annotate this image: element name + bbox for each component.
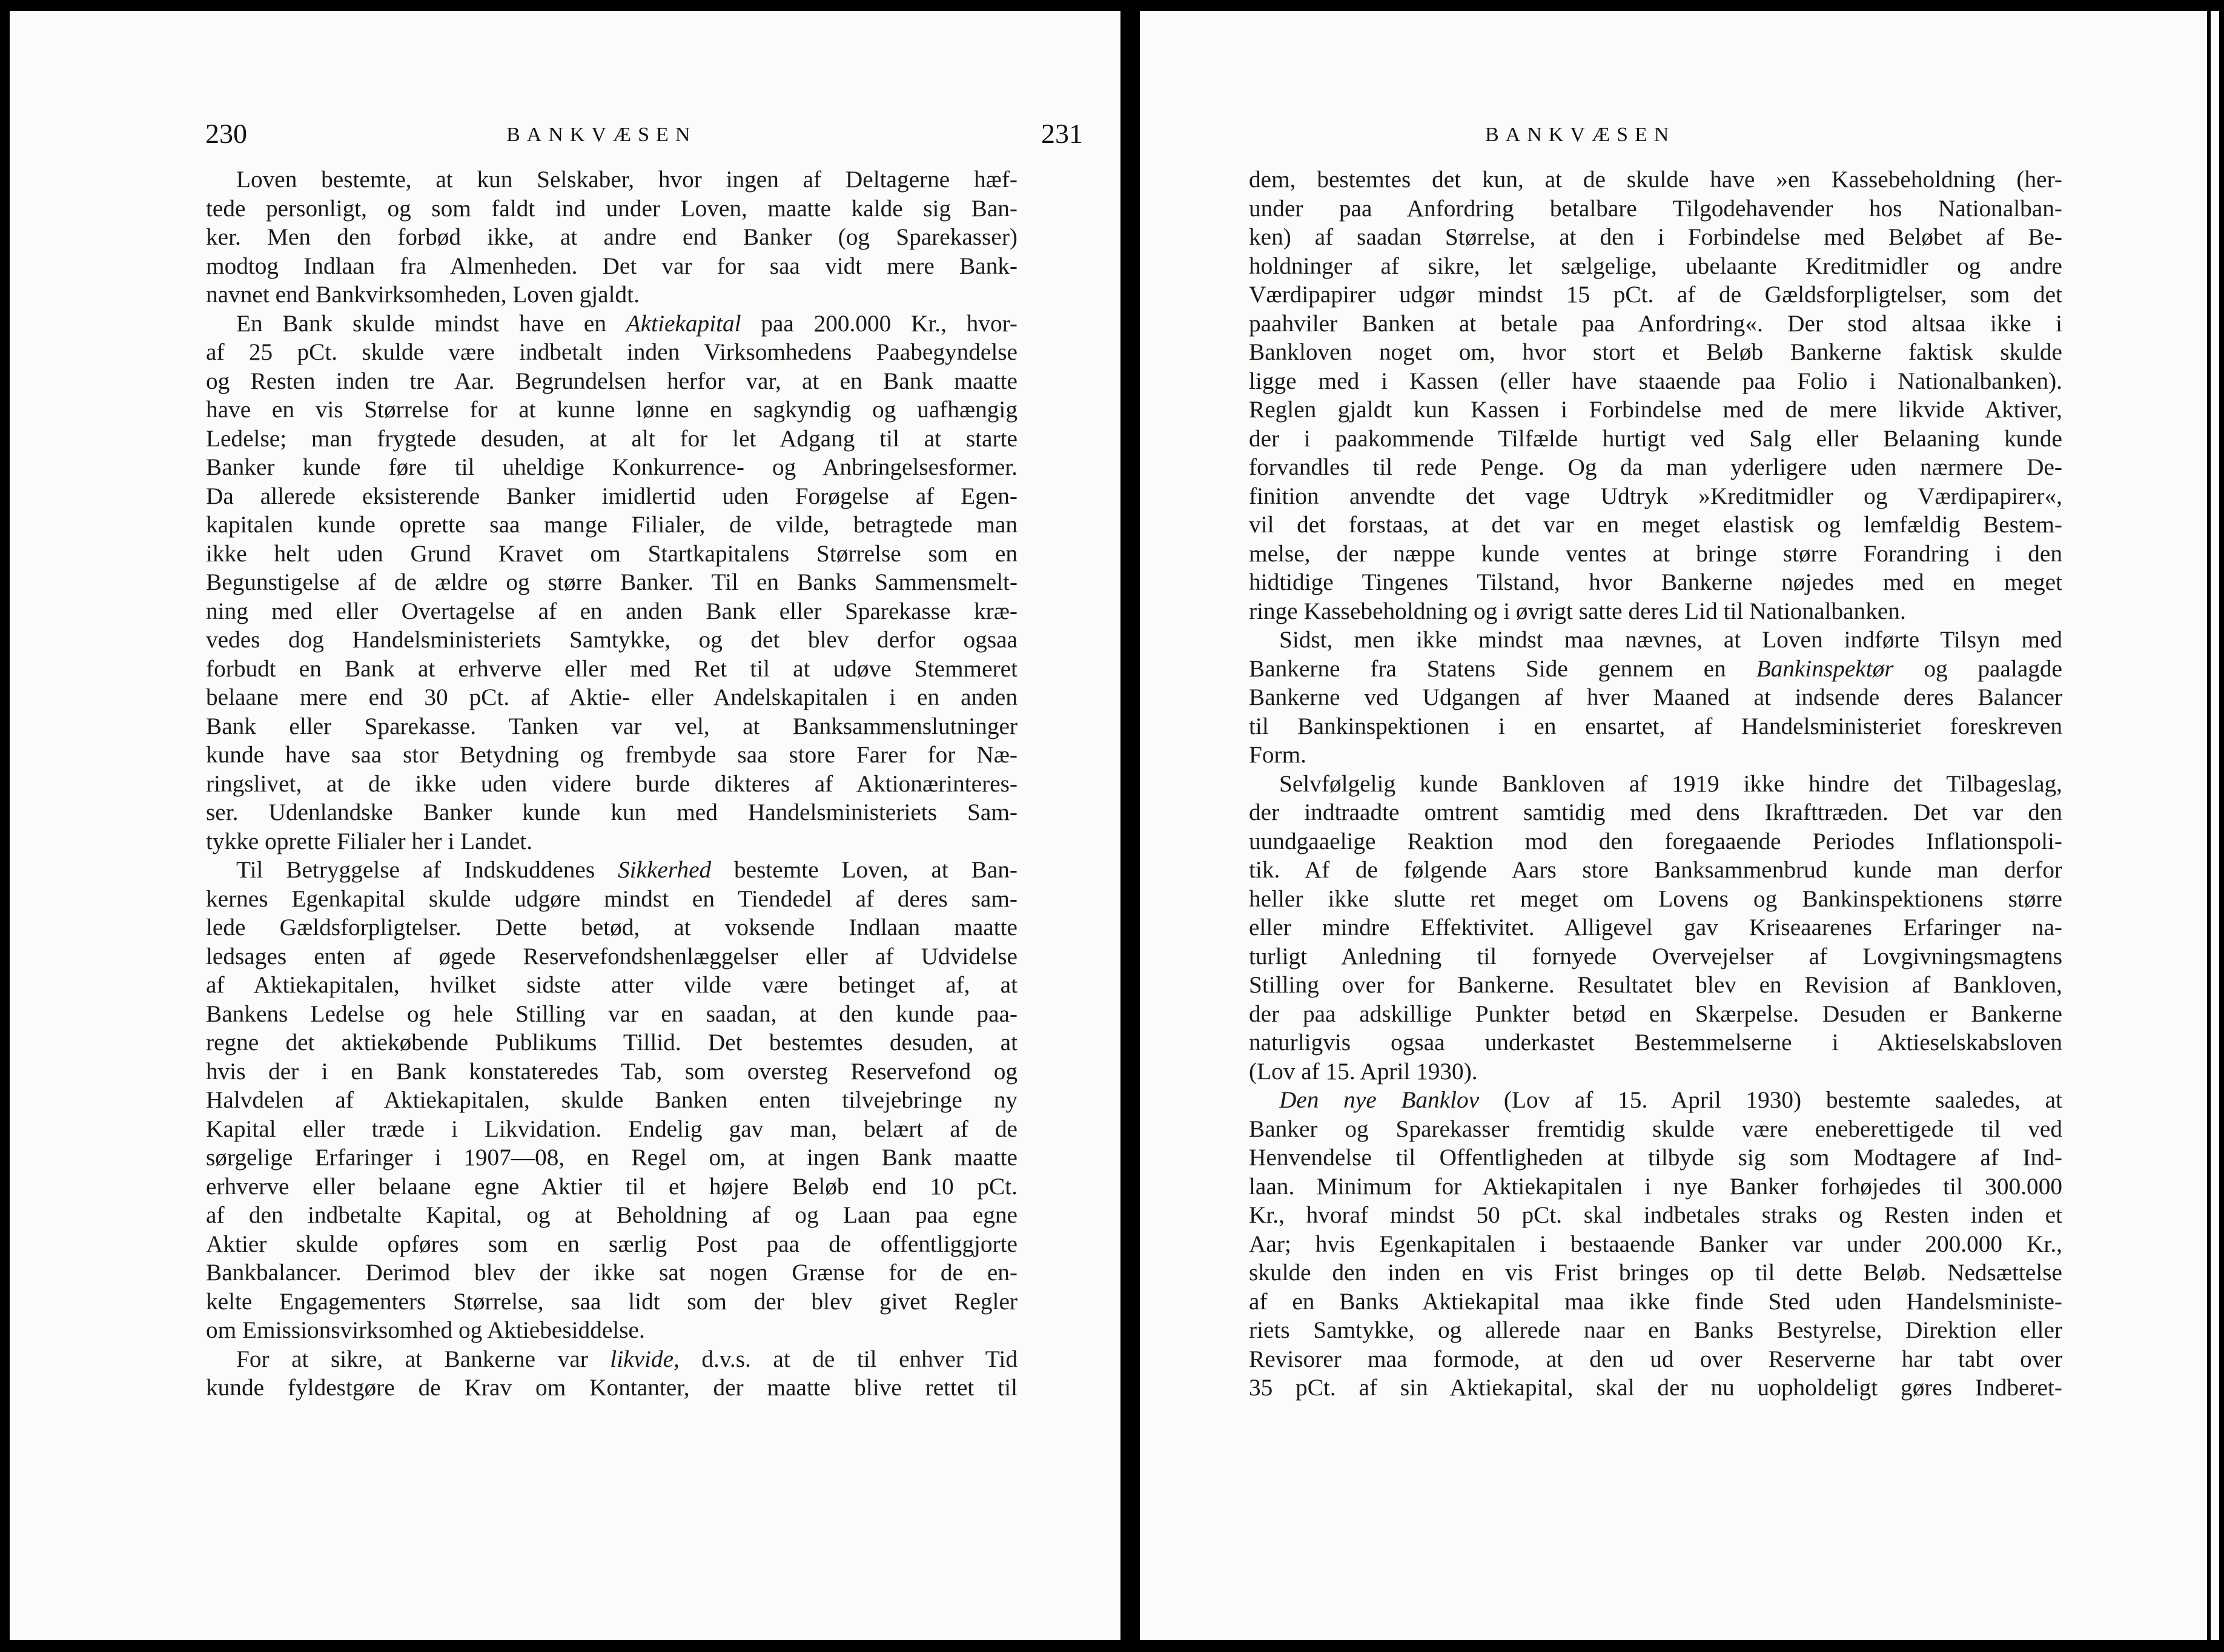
text-line [1249, 568, 2062, 597]
text-line [206, 655, 1018, 684]
text-line [206, 1258, 1018, 1287]
page-number: 230 [205, 118, 247, 149]
text-line [206, 482, 1018, 511]
text-run: af en Banks Aktiekapital maa ikke finde Sted uden Handelsministe- [1249, 1287, 2062, 1315]
text-run: ker. Men den forbød ikke, at andre end Banker (og Sparekasser) [206, 223, 1018, 250]
text-run: (Lov af 15. April 1930) bestemte saaledes, at [1479, 1086, 2062, 1113]
text-run: regne det aktiekøbende Publikums Tillid. Det bestemtes desuden, at [206, 1029, 1018, 1056]
text-line [1249, 367, 2062, 396]
text-line [206, 1172, 1018, 1201]
text-run: vil det forstaas, at det var en meget elastisk og lemfældig Bestem- [1249, 511, 2062, 538]
text-run: Bankloven noget om, hvor stort et Beløb Bankerne faktisk skulde [1249, 339, 2062, 365]
text-run: paahviler Banken at betale paa Anfordring«. Der stod altsaa ikke i [1249, 309, 2062, 337]
text-run: 35 pCt. af sin Aktiekapital, skal der nu uopholdeligt gøres Indberet- [1249, 1374, 2062, 1401]
text-run: Revisorer maa formode, at den ud over Reserverne har tabt over [1249, 1345, 2062, 1372]
text-line [1249, 1172, 2062, 1201]
text-line [1249, 280, 2062, 309]
text-line [206, 540, 1018, 569]
text-line [1249, 741, 2062, 770]
text-run: Selvfølgelig kunde Bankloven af 1919 ikke hindre det Tilbageslag, [1279, 770, 2062, 797]
text-run: Stilling over for Bankerne. Resultatet blev en Revision af Bankloven, [1249, 971, 2062, 998]
text-run: ning med eller Overtagelse af en anden Bank eller Sparekasse kræ- [206, 597, 1018, 624]
text-run: af den indbetalte Kapital, og at Beholdning af og Laan paa egne [206, 1201, 1018, 1228]
text-line [1249, 482, 2062, 511]
text-line [1249, 1000, 2062, 1029]
text-run: Bankbalancer. Derimod blev der ikke sat nogen Grænse for de en- [206, 1259, 1018, 1286]
text-line [1249, 626, 2062, 655]
text-line [206, 453, 1018, 482]
text-line [206, 280, 1018, 309]
text-run: For at sikre, at Bankerne var [236, 1345, 611, 1372]
text-run: uundgaaelige Reaktion mod den foregaaende Periodes Inflationspoli- [1249, 827, 2062, 854]
text-line [1249, 913, 2062, 942]
text-run: kunde have saa stor Betydning og frembyde saa store Farer for Næ- [206, 741, 1018, 768]
text-run: Da allerede eksisterende Banker imidlertid uden Forøgelse af Egen- [206, 482, 1018, 509]
text-run: hvis der i en Bank konstateredes Tab, som oversteg Reservefond og [206, 1057, 1018, 1085]
text-run: Aktier skulde opføres som en særlig Post paa de offentliggjorte [206, 1230, 1018, 1257]
text-run: (Lov af 15. April 1930). [1249, 1057, 1478, 1085]
text-line [1249, 1201, 2062, 1230]
text-run: Henvendelse til Offentligheden at tilbyde sig som Modtagere af Ind- [1249, 1144, 2062, 1171]
text-run: der indtraadte omtrent samtidig med dens Ikrafttræden. Det var den [1249, 799, 2062, 825]
text-run: bestemte Loven, at Ban- [711, 856, 1018, 883]
text-run: holdninger af sikre, let sælgelige, ubelaante Kreditmidler og andre [1249, 252, 2062, 279]
text-line [206, 942, 1018, 971]
text-line [1249, 1316, 2062, 1345]
text-run: have en vis Størrelse for at kunne lønne en sagkyndig og uafhængig [206, 396, 1018, 423]
text-run: navnet end Bankvirksomheden, Loven gjaldt. [206, 281, 640, 308]
text-line [1249, 309, 2062, 339]
text-run: og paalagde [1893, 655, 2062, 682]
text-run: Banker og Sparekasser fremtidig skulde være eneberettigede til ved [1249, 1115, 2062, 1142]
text-run: af Aktiekapitalen, hvilket sidste atter vilde være betinget af, at [206, 971, 1018, 998]
text-line [206, 741, 1018, 770]
text-run: forvandles til rede Penge. Og da man yderligere uden nærmere De- [1249, 454, 2062, 480]
italic-term: Den nye Banklov [1279, 1086, 1480, 1113]
text-run: forbudt en Bank at erhverve eller med Ret til at udøve Stemmeret [206, 655, 1018, 682]
text-line [1249, 1086, 2062, 1115]
text-line [206, 395, 1018, 425]
text-run: ringe Kassebeholdning og i øvrigt satte deres Lid til Nationalbanken. [1249, 597, 1906, 624]
text-run: modtog Indlaan fra Almenheden. Det var for saa vidt mere Bank- [206, 252, 1018, 279]
text-run: Til Betryggelse af Indskuddenes [236, 856, 618, 883]
running-head: BANKVÆSEN [506, 124, 697, 146]
text-line [1249, 1287, 2062, 1317]
text-run: d.v.s. at de til enhver Tid [679, 1345, 1018, 1372]
text-line [206, 1086, 1018, 1115]
text-run: hidtidige Tingenes Tilstand, hvor Bankerne nøjedes med en meget [1249, 569, 2062, 595]
text-run: og Resten inden tre Aar. Begrundelsen herfor var, at en Bank maatte [206, 367, 1018, 394]
text-line [1249, 770, 2062, 799]
text-line [206, 971, 1018, 1000]
text-line [206, 425, 1018, 454]
text-run: ligge med i Kassen (eller have staaende paa Folio i Nationalbanken). [1249, 367, 2062, 394]
text-run: turligt Anledning til fornyede Overvejelser af Lovgivningsmagtens [1249, 942, 2062, 970]
text-line [206, 1028, 1018, 1057]
text-line [206, 856, 1018, 885]
left-page-body [206, 165, 1018, 1403]
adjacent-page-edge [2211, 11, 2219, 1640]
text-run: Loven bestemte, at kun Selskaber, hvor ingen af Deltagerne hæf- [236, 166, 1018, 193]
text-run: En Bank skulde mindst have en [236, 309, 626, 337]
text-line [206, 1201, 1018, 1230]
text-line [1249, 1230, 2062, 1259]
text-line [1249, 425, 2062, 454]
text-run: Ledelse; man frygtede desuden, at alt for let Adgang til at starte [206, 425, 1018, 452]
page-number: 231 [1041, 118, 1083, 149]
text-run: der paa adskillige Punkter betød en Skærpelse. Desuden er Bankerne [1249, 1000, 2062, 1027]
text-line [206, 798, 1018, 827]
text-run: Aar; hvis Egenkapitalen i bestaaende Banker var under 200.000 Kr., [1249, 1230, 2062, 1257]
left-page [10, 11, 1120, 1640]
text-line [206, 712, 1018, 741]
text-run: kelte Engagementers Størrelse, saa lidt som der blev givet Regler [206, 1287, 1018, 1315]
text-run: Bankerne fra Statens Side gennem en [1249, 655, 1756, 682]
text-line [1249, 1258, 2062, 1287]
text-line [206, 1373, 1018, 1403]
text-run: Banker kunde føre til uheldige Konkurrence- og Anbringelsesformer. [206, 454, 1018, 480]
text-run: Bankerne ved Udgangen af hver Maaned at indsende deres Balancer [1249, 684, 2062, 710]
text-line [1249, 971, 2062, 1000]
text-run: Bank eller Sparekasse. Tanken var vel, at Banksammenslutninger [206, 712, 1018, 739]
text-line [1249, 712, 2062, 741]
text-run: belaane mere end 30 pCt. af Aktie- eller Andelskapitalen i en anden [206, 684, 1018, 710]
text-line [1249, 338, 2062, 367]
text-run: under paa Anfordring betalbare Tilgodehavender hos Nationalban- [1249, 194, 2062, 222]
text-line [1249, 510, 2062, 540]
text-line [1249, 252, 2062, 281]
text-run: om Emissionsvirksomhed og Aktiebesiddelse. [206, 1317, 645, 1343]
text-run: der i paakommende Tilfælde hurtigt ved Salg eller Belaaning kunde [1249, 425, 2062, 452]
text-line [206, 252, 1018, 281]
text-line [206, 1115, 1018, 1144]
text-line [206, 338, 1018, 367]
text-run: af 25 pCt. skulde være indbetalt inden Virksomhedens Paabegyndelse [206, 339, 1018, 365]
text-run: skulde den inden en vis Frist bringes op til dette Beløb. Nedsættelse [1249, 1259, 2062, 1286]
text-line [206, 913, 1018, 942]
right-page [1041, 11, 2207, 1640]
text-line [206, 510, 1018, 540]
text-line [206, 1057, 1018, 1086]
text-line [206, 1316, 1018, 1345]
text-line [206, 827, 1018, 856]
text-run: Sidst, men ikke mindst maa nævnes, at Loven indførte Tilsyn med [1279, 626, 2062, 653]
text-run: Reglen gjaldt kun Kassen i Forbindelse med de mere likvide Aktiver, [1249, 396, 2062, 423]
text-run: riets Samtykke, og allerede naar en Banks Bestyrelse, Direktion eller [1249, 1317, 2062, 1343]
italic-term: Bankinspektør [1756, 655, 1894, 682]
text-line [1249, 1345, 2062, 1374]
text-line [1249, 1143, 2062, 1172]
text-line [206, 885, 1018, 914]
text-line [1249, 683, 2062, 712]
text-line [206, 626, 1018, 655]
text-run: ken) af saadan Størrelse, at den i Forbindelse med Beløbet af Be- [1249, 223, 2062, 250]
text-run: Form. [1249, 741, 1306, 768]
text-line [206, 1287, 1018, 1317]
text-line [1249, 1028, 2062, 1057]
text-run: kernes Egenkapital skulde udgøre mindst en Tiendedel af deres sam- [206, 885, 1018, 912]
text-run: Kapital eller træde i Likvidation. Endelig gav man, belært af de [206, 1115, 1018, 1142]
text-line [206, 1345, 1018, 1374]
italic-term: likvide, [610, 1345, 680, 1372]
text-line [1249, 942, 2062, 971]
running-head: BANKVÆSEN [1485, 124, 1676, 146]
text-run: tykke oprette Filialer her i Landet. [206, 827, 533, 854]
text-line [1249, 165, 2062, 194]
text-line [206, 770, 1018, 799]
text-line [1249, 1057, 2062, 1086]
text-run: heller ikke slutte ret meget om Lovens og Bankinspektionens større [1249, 885, 2062, 912]
text-run: dem, bestemtes det kun, at de skulde have »en Kassebeholdning (her- [1249, 166, 2062, 193]
text-run: naturligvis ogsaa underkastet Bestemmelserne i Aktieselskabsloven [1249, 1029, 2062, 1056]
text-run: tede personligt, og som faldt ind under Loven, maatte kalde sig Ban- [206, 194, 1018, 222]
text-line [1249, 597, 2062, 626]
text-line [1249, 540, 2062, 569]
text-run: sørgelige Erfaringer i 1907—08, en Regel om, at ingen Bank maatte [206, 1144, 1018, 1171]
italic-term: Aktiekapital [626, 309, 741, 337]
text-line [206, 1000, 1018, 1029]
text-run: kapitalen kunde oprette saa mange Filialer, de vilde, betragtede man [206, 511, 1018, 538]
text-line [206, 367, 1018, 396]
text-run: finition anvendte det vage Udtryk »Kreditmidler og Værdipapirer«, [1249, 482, 2062, 509]
text-line [206, 1230, 1018, 1259]
text-line [206, 309, 1018, 339]
text-run: ringslivet, at de ikke uden videre burde dikteres af Aktionærinteres- [206, 770, 1018, 797]
text-line [1249, 194, 2062, 223]
text-line [1249, 395, 2062, 425]
text-run: ledsages enten af øgede Reservefondshenlæggelser eller af Udvidelse [206, 942, 1018, 970]
text-line [1249, 1373, 2062, 1403]
text-line [206, 597, 1018, 626]
text-run: kunde fyldestgøre de Krav om Kontanter, der maatte blive rettet til [206, 1374, 1018, 1401]
text-run: paa 200.000 Kr., hvor- [741, 309, 1018, 337]
text-line [1249, 885, 2062, 914]
text-line [1249, 798, 2062, 827]
text-run: til Bankinspektionen i en ensartet, af Handelsministeriet foreskreven [1249, 712, 2062, 739]
text-run: erhverve eller belaane egne Aktier til et højere Beløb end 10 pCt. [206, 1172, 1018, 1200]
text-run: tik. Af de følgende Aars store Banksammenbrud kunde man derfor [1249, 856, 2062, 883]
text-run: lede Gældsforpligtelser. Dette betød, at voksende Indlaan maatte [206, 914, 1018, 940]
text-run: vedes dog Handelsministeriets Samtykke, og det blev derfor ogsaa [206, 626, 1018, 653]
text-line [1249, 827, 2062, 856]
text-run: Begunstigelse af de ældre og større Banker. Til en Banks Sammensmelt- [206, 569, 1018, 595]
text-line [206, 223, 1018, 252]
text-line [1249, 655, 2062, 684]
text-line [206, 194, 1018, 223]
text-run: ikke helt uden Grund Kravet om Startkapitalens Størrelse som en [206, 540, 1018, 567]
text-line [206, 165, 1018, 194]
text-run: melse, der næppe kunde ventes at bringe større Forandring i den [1249, 540, 2062, 567]
text-run: Bankens Ledelse og hele Stilling var en saadan, at den kunde paa- [206, 1000, 1018, 1027]
text-line [1249, 453, 2062, 482]
text-line [1249, 223, 2062, 252]
text-run: Værdipapirer udgør mindst 15 pCt. af de Gældsforpligtelser, som det [1249, 281, 2062, 308]
text-run: Kr., hvoraf mindst 50 pCt. skal indbetales straks og Resten inden et [1249, 1201, 2062, 1228]
text-line [206, 683, 1018, 712]
right-page-body [1249, 165, 2062, 1403]
text-run: Halvdelen af Aktiekapitalen, skulde Banken enten tilvejebringe ny [206, 1086, 1018, 1113]
text-line [206, 568, 1018, 597]
text-run: eller mindre Effektivitet. Alligevel gav Kriseaarenes Erfaringer na- [1249, 914, 2062, 940]
text-run: ser. Udenlandske Banker kunde kun med Handelsministeriets Sam- [206, 799, 1018, 825]
text-line [206, 1143, 1018, 1172]
text-line [1249, 1115, 2062, 1144]
italic-term: Sikkerhed [617, 856, 712, 883]
text-run: laan. Minimum for Aktiekapitalen i nye Banker forhøjedes til 300.000 [1249, 1172, 2062, 1200]
text-line [1249, 856, 2062, 885]
